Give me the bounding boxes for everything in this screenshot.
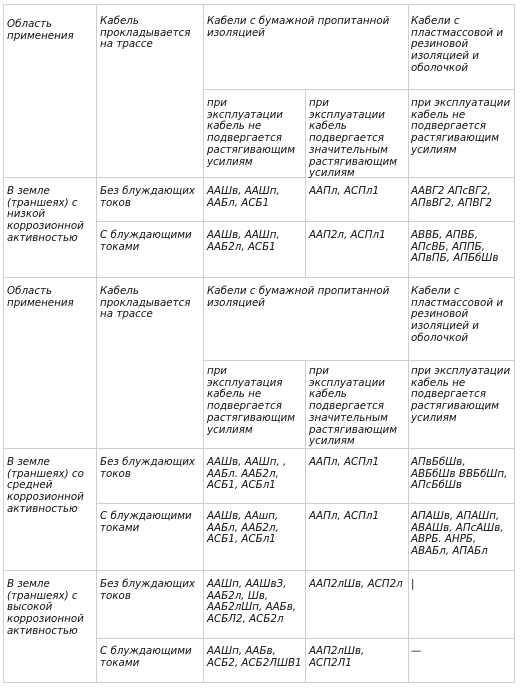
area-low-corrosion: В земле (траншеях) с низкой коррозионной активностью [7,185,84,244]
table-cell: ААШв, ААшп, ААБл, ААБ2л, АСБ1, АСБл1 [207,510,279,546]
table-cell: ААПл, АСПл1 [309,510,380,522]
table-cell: ААПл, АСПл1 [309,185,380,197]
table-cell: ААШв, ААШп, ААБ2л, АСБ1 [207,229,280,253]
header-paper: Кабели с бумажной пропитанной изоляцией [207,285,390,309]
header-route: Кабель прокладывается на трассе [100,285,191,321]
table-cell: ААПл, АСПл1 [309,456,380,468]
table-cell: АВВБ, АПВБ, АПсВБ, АППБ, АПвПБ, АПБбШв [411,229,499,265]
subheader-paper-tension: при эксплуатации кабель подвергается значительным растягивающим усилиям [309,365,398,448]
table-cell: ААВГ2 АПсВГ2, АПвВГ2, АПВГ2 [411,185,492,209]
subheader-plastic-no-tension: при эксплуатации кабель не подвергается растягивающим усилиям [411,365,511,424]
table-cell: ААП2лШв, АСП2Л1 [309,645,365,669]
table-row: С блуждающими токами [100,229,192,253]
header-area: Область применения [7,285,74,309]
table-cell: ААШп, ААБв, АСБ2, АСБ2ЛШВ1 [207,645,302,669]
table-cell: ААШв, ААШп, , ААБл. ААБ2л, АСБ1, АСБл1 [207,456,287,492]
subheader-plastic-no-tension: при эксплуатации кабель не подвергается растягивающим усилиям [411,97,511,156]
table-row: Без блуждающих токов [100,578,196,602]
header-route: Кабель прокладывается на трассе [100,15,191,51]
table-row: С блуждающими токами [100,510,192,534]
table-cell: ААП2л, АСПл1 [309,229,386,241]
area-high-corrosion: В земле (траншеях) с высокой коррозионной активностью [7,578,84,637]
table-cell: АПАШв, АПАШп, АВАШв, АПсАШв, АВРБ. АНРБ, АВАБл, АПАБл [411,510,504,558]
subheader-paper-tension: при эксплуатации кабель подвергается значительным растягивающим усилиям [309,97,398,180]
table-cell: ААШп, ААШвЗ, ААБ2л, Шв, ААБ2лШп, ААБв, АСБЛ2, АСБ2л [207,578,297,626]
table-cell: — [411,645,422,657]
table-cell: ААП2лШв, АСП2л [309,578,403,590]
header-plastic: Кабели с пластмассовой и резиновой изоляцией и оболочкой [411,285,504,344]
subheader-paper-no-tension: при эксплуатация кабель не подвергается растягивающим усилиям [207,365,296,436]
table-row: С блуждающими токами [100,645,192,669]
header-plastic: Кабели с пластмассовой и резиновой изоляцией и оболочкой [411,15,504,74]
subheader-paper-no-tension: при эксплуатации кабель не подвергается растягивающим усилиям [207,97,296,168]
table-cell: | [411,578,415,590]
header-paper: Кабели с бумажной пропитанной изоляцией [207,15,390,39]
header-area: Область применения [7,18,74,42]
table-row: Без блуждающих токов [100,456,196,480]
area-medium-corrosion: В земле (траншеях) со средней коррозионной активностью [7,456,84,515]
table-cell: ААШв, ААШп, ААБл, АСБ1 [207,185,280,209]
table-cell: АПвБбШв, АВБбШв ВВБбШп, АПсБбШв [411,456,508,492]
table-row: Без блуждающих токов [100,185,196,209]
